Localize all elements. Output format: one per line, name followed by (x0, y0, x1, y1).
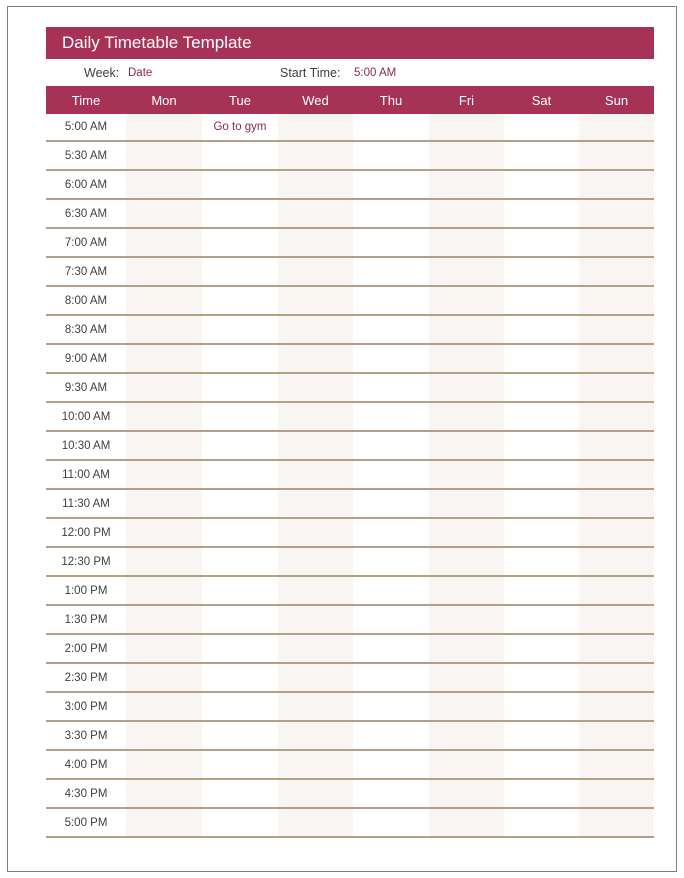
time-slot-label: 6:00 AM (46, 170, 126, 199)
schedule-cell-mon[interactable] (126, 286, 202, 315)
time-slot-label: 7:00 AM (46, 228, 126, 257)
table-row (46, 114, 654, 141)
schedule-cell-wed[interactable] (278, 315, 353, 344)
schedule-cell-mon[interactable] (126, 808, 202, 837)
schedule-cell-fri[interactable] (429, 344, 504, 373)
schedule-cell-wed[interactable] (278, 228, 353, 257)
schedule-cell-sun[interactable] (579, 576, 654, 605)
schedule-cell-mon[interactable] (126, 779, 202, 808)
timetable-grid (46, 86, 654, 838)
schedule-cell-fri[interactable] (429, 141, 504, 170)
table-row (46, 431, 654, 460)
schedule-cell-sat[interactable] (504, 634, 579, 663)
schedule-cell-thu[interactable] (353, 199, 429, 228)
schedule-cell-sat[interactable] (504, 721, 579, 750)
schedule-cell-thu[interactable] (353, 460, 429, 489)
schedule-cell-tue[interactable] (202, 489, 278, 518)
schedule-cell-sun[interactable] (579, 373, 654, 402)
schedule-cell-sat[interactable] (504, 547, 579, 576)
schedule-cell-thu[interactable] (353, 547, 429, 576)
schedule-cell-sat[interactable] (504, 431, 579, 460)
schedule-cell-sat[interactable] (504, 286, 579, 315)
week-value[interactable]: Date (128, 67, 153, 79)
schedule-cell-wed[interactable] (278, 431, 353, 460)
schedule-cell-sun[interactable] (579, 431, 654, 460)
document-title: Daily Timetable Template (46, 27, 654, 59)
schedule-cell-thu[interactable] (353, 518, 429, 547)
schedule-cell-thu[interactable] (353, 489, 429, 518)
table-row (46, 663, 654, 692)
time-slot-label: 3:30 PM (46, 721, 126, 750)
table-row (46, 460, 654, 489)
schedule-cell-tue[interactable] (202, 721, 278, 750)
schedule-cell-mon[interactable] (126, 663, 202, 692)
time-slot-label: 1:00 PM (46, 576, 126, 605)
schedule-cell-mon[interactable] (126, 750, 202, 779)
table-row (46, 257, 654, 286)
schedule-cell-wed[interactable] (278, 489, 353, 518)
table-row (46, 605, 654, 634)
schedule-cell-fri[interactable] (429, 663, 504, 692)
table-row (46, 779, 654, 808)
schedule-cell-sat[interactable] (504, 141, 579, 170)
schedule-cell-thu[interactable] (353, 721, 429, 750)
table-row (46, 808, 654, 837)
schedule-cell-sun[interactable] (579, 402, 654, 431)
table-row (46, 489, 654, 518)
schedule-cell-sat[interactable] (504, 518, 579, 547)
schedule-cell-sun[interactable] (579, 721, 654, 750)
schedule-cell-thu[interactable] (353, 779, 429, 808)
schedule-cell-tue[interactable] (202, 663, 278, 692)
schedule-cell-thu[interactable] (353, 576, 429, 605)
table-row (46, 576, 654, 605)
schedule-cell-wed[interactable] (278, 779, 353, 808)
schedule-cell-fri[interactable] (429, 431, 504, 460)
schedule-cell-sun[interactable] (579, 518, 654, 547)
schedule-cell-mon[interactable] (126, 373, 202, 402)
time-slot-label: 11:30 AM (46, 489, 126, 518)
time-slot-label: 2:30 PM (46, 663, 126, 692)
start-time-label: Start Time: (280, 66, 341, 80)
schedule-cell-sun[interactable] (579, 170, 654, 199)
time-slot-label: 2:00 PM (46, 634, 126, 663)
column-header-mon: Mon (126, 86, 202, 114)
schedule-cell-thu[interactable] (353, 605, 429, 634)
schedule-cell-mon[interactable] (126, 576, 202, 605)
schedule-cell-sun[interactable] (579, 808, 654, 837)
schedule-cell-sat[interactable] (504, 344, 579, 373)
schedule-cell-fri[interactable] (429, 460, 504, 489)
table-row (46, 170, 654, 199)
schedule-cell-fri[interactable] (429, 750, 504, 779)
schedule-cell-mon[interactable] (126, 489, 202, 518)
schedule-cell-mon[interactable] (126, 141, 202, 170)
table-row (46, 721, 654, 750)
schedule-cell-tue[interactable] (202, 257, 278, 286)
schedule-cell-mon[interactable] (126, 228, 202, 257)
schedule-cell-sun[interactable] (579, 547, 654, 576)
schedule-cell-fri[interactable] (429, 286, 504, 315)
schedule-cell-sun[interactable] (579, 692, 654, 721)
schedule-cell-tue[interactable] (202, 228, 278, 257)
info-row (46, 61, 654, 85)
schedule-cell-mon[interactable] (126, 721, 202, 750)
schedule-cell-sun[interactable] (579, 315, 654, 344)
schedule-cell-sun[interactable] (579, 460, 654, 489)
schedule-cell-mon[interactable] (126, 634, 202, 663)
schedule-cell-tue[interactable] (202, 750, 278, 779)
schedule-cell-thu[interactable] (353, 431, 429, 460)
schedule-cell-wed[interactable] (278, 721, 353, 750)
column-header-fri: Fri (429, 86, 504, 114)
schedule-cell-thu[interactable] (353, 114, 429, 141)
schedule-cell-wed[interactable] (278, 257, 353, 286)
schedule-cell-fri[interactable] (429, 634, 504, 663)
table-row (46, 199, 654, 228)
schedule-cell-fri[interactable] (429, 547, 504, 576)
schedule-cell-mon[interactable] (126, 692, 202, 721)
schedule-cell-thu[interactable] (353, 228, 429, 257)
schedule-cell-sun[interactable] (579, 228, 654, 257)
schedule-cell-wed[interactable] (278, 344, 353, 373)
schedule-cell-sat[interactable] (504, 114, 579, 141)
schedule-cell-sat[interactable] (504, 315, 579, 344)
schedule-cell-thu[interactable] (353, 808, 429, 837)
time-slot-label: 6:30 AM (46, 199, 126, 228)
schedule-cell-wed[interactable] (278, 576, 353, 605)
schedule-cell-mon[interactable] (126, 402, 202, 431)
time-slot-label: 8:30 AM (46, 315, 126, 344)
schedule-cell-mon[interactable] (126, 114, 202, 141)
schedule-cell-thu[interactable] (353, 344, 429, 373)
schedule-cell-fri[interactable] (429, 808, 504, 837)
schedule-cell-tue[interactable]: Go to gym (202, 114, 278, 141)
schedule-cell-tue[interactable] (202, 605, 278, 634)
time-slot-label: 9:00 AM (46, 344, 126, 373)
schedule-cell-sun[interactable] (579, 344, 654, 373)
schedule-cell-thu[interactable] (353, 634, 429, 663)
schedule-cell-wed[interactable] (278, 373, 353, 402)
schedule-cell-tue[interactable] (202, 518, 278, 547)
schedule-cell-tue[interactable] (202, 779, 278, 808)
table-row (46, 547, 654, 576)
schedule-cell-sun[interactable] (579, 286, 654, 315)
schedule-cell-mon[interactable] (126, 344, 202, 373)
time-slot-label: 4:30 PM (46, 779, 126, 808)
schedule-cell-tue[interactable] (202, 460, 278, 489)
schedule-cell-wed[interactable] (278, 199, 353, 228)
schedule-cell-sat[interactable] (504, 779, 579, 808)
time-slot-label: 12:30 PM (46, 547, 126, 576)
schedule-cell-sun[interactable] (579, 605, 654, 634)
column-header-sat: Sat (504, 86, 579, 114)
time-slot-label: 12:00 PM (46, 518, 126, 547)
schedule-cell-sat[interactable] (504, 808, 579, 837)
time-slot-label: 4:00 PM (46, 750, 126, 779)
schedule-cell-tue[interactable] (202, 402, 278, 431)
time-slot-label: 9:30 AM (46, 373, 126, 402)
time-slot-label: 5:30 AM (46, 141, 126, 170)
schedule-cell-fri[interactable] (429, 114, 504, 141)
schedule-cell-fri[interactable] (429, 489, 504, 518)
schedule-cell-tue[interactable] (202, 199, 278, 228)
schedule-cell-tue[interactable] (202, 141, 278, 170)
column-header-sun: Sun (579, 86, 654, 114)
grid-body (46, 114, 654, 837)
schedule-cell-thu[interactable] (353, 257, 429, 286)
schedule-cell-wed[interactable] (278, 692, 353, 721)
schedule-cell-fri[interactable] (429, 721, 504, 750)
schedule-cell-mon[interactable] (126, 431, 202, 460)
schedule-cell-tue[interactable] (202, 170, 278, 199)
table-row (46, 518, 654, 547)
schedule-cell-fri[interactable] (429, 518, 504, 547)
schedule-cell-thu[interactable] (353, 750, 429, 779)
time-slot-label: 7:30 AM (46, 257, 126, 286)
schedule-cell-tue[interactable] (202, 344, 278, 373)
table-row (46, 344, 654, 373)
schedule-cell-wed[interactable] (278, 518, 353, 547)
schedule-cell-tue[interactable] (202, 373, 278, 402)
schedule-cell-wed[interactable] (278, 634, 353, 663)
schedule-cell-thu[interactable] (353, 315, 429, 344)
schedule-cell-wed[interactable] (278, 547, 353, 576)
schedule-cell-tue[interactable] (202, 634, 278, 663)
time-slot-label: 5:00 PM (46, 808, 126, 837)
schedule-cell-sat[interactable] (504, 605, 579, 634)
table-row (46, 692, 654, 721)
schedule-cell-sun[interactable] (579, 634, 654, 663)
schedule-cell-thu[interactable] (353, 286, 429, 315)
schedule-cell-sat[interactable] (504, 199, 579, 228)
schedule-cell-tue[interactable] (202, 547, 278, 576)
schedule-cell-mon[interactable] (126, 257, 202, 286)
schedule-cell-wed[interactable] (278, 460, 353, 489)
start-time-value[interactable]: 5:00 AM (354, 67, 397, 79)
schedule-cell-wed[interactable] (278, 286, 353, 315)
schedule-cell-sat[interactable] (504, 692, 579, 721)
schedule-cell-sat[interactable] (504, 228, 579, 257)
schedule-cell-sat[interactable] (504, 576, 579, 605)
table-row (46, 402, 654, 431)
week-label: Week: (84, 66, 120, 80)
schedule-cell-sun[interactable] (579, 750, 654, 779)
schedule-cell-mon[interactable] (126, 518, 202, 547)
schedule-cell-mon[interactable] (126, 547, 202, 576)
schedule-cell-fri[interactable] (429, 576, 504, 605)
schedule-cell-tue[interactable] (202, 808, 278, 837)
schedule-cell-thu[interactable] (353, 373, 429, 402)
schedule-cell-sat[interactable] (504, 460, 579, 489)
schedule-cell-wed[interactable] (278, 605, 353, 634)
time-slot-label: 10:30 AM (46, 431, 126, 460)
schedule-cell-wed[interactable] (278, 114, 353, 141)
table-row (46, 141, 654, 170)
time-slot-label: 1:30 PM (46, 605, 126, 634)
schedule-cell-wed[interactable] (278, 141, 353, 170)
schedule-cell-thu[interactable] (353, 402, 429, 431)
header-row (46, 86, 654, 114)
schedule-cell-tue[interactable] (202, 315, 278, 344)
table-row (46, 228, 654, 257)
schedule-cell-thu[interactable] (353, 663, 429, 692)
schedule-cell-fri[interactable] (429, 605, 504, 634)
time-slot-label: 8:00 AM (46, 286, 126, 315)
column-header-time: Time (46, 86, 126, 114)
table-row (46, 315, 654, 344)
schedule-cell-tue[interactable] (202, 431, 278, 460)
table-row (46, 373, 654, 402)
time-slot-label: 5:00 AM (46, 114, 126, 141)
schedule-cell-sat[interactable] (504, 402, 579, 431)
schedule-cell-sat[interactable] (504, 489, 579, 518)
schedule-cell-sat[interactable] (504, 750, 579, 779)
schedule-cell-wed[interactable] (278, 750, 353, 779)
schedule-cell-sun[interactable] (579, 114, 654, 141)
schedule-cell-fri[interactable] (429, 402, 504, 431)
schedule-cell-wed[interactable] (278, 402, 353, 431)
schedule-cell-fri[interactable] (429, 170, 504, 199)
schedule-cell-tue[interactable] (202, 692, 278, 721)
schedule-cell-wed[interactable] (278, 663, 353, 692)
schedule-cell-tue[interactable] (202, 286, 278, 315)
schedule-cell-sun[interactable] (579, 257, 654, 286)
schedule-cell-fri[interactable] (429, 373, 504, 402)
schedule-cell-mon[interactable] (126, 315, 202, 344)
column-header-thu: Thu (353, 86, 429, 114)
schedule-cell-mon[interactable] (126, 199, 202, 228)
schedule-cell-sat[interactable] (504, 373, 579, 402)
schedule-cell-sat[interactable] (504, 663, 579, 692)
schedule-cell-sat[interactable] (504, 170, 579, 199)
time-slot-label: 3:00 PM (46, 692, 126, 721)
schedule-cell-fri[interactable] (429, 199, 504, 228)
schedule-cell-wed[interactable] (278, 170, 353, 199)
schedule-cell-thu[interactable] (353, 141, 429, 170)
schedule-cell-fri[interactable] (429, 692, 504, 721)
schedule-cell-sun[interactable] (579, 779, 654, 808)
schedule-cell-fri[interactable] (429, 315, 504, 344)
schedule-cell-sun[interactable] (579, 141, 654, 170)
table-row (46, 634, 654, 663)
schedule-cell-wed[interactable] (278, 808, 353, 837)
schedule-cell-mon[interactable] (126, 605, 202, 634)
schedule-cell-thu[interactable] (353, 170, 429, 199)
schedule-cell-fri[interactable] (429, 228, 504, 257)
schedule-cell-thu[interactable] (353, 692, 429, 721)
table-row (46, 750, 654, 779)
schedule-cell-tue[interactable] (202, 576, 278, 605)
column-header-wed: Wed (278, 86, 353, 114)
schedule-cell-mon[interactable] (126, 170, 202, 199)
schedule-cell-sat[interactable] (504, 257, 579, 286)
schedule-cell-fri[interactable] (429, 779, 504, 808)
schedule-cell-sun[interactable] (579, 489, 654, 518)
schedule-cell-fri[interactable] (429, 257, 504, 286)
table-row (46, 286, 654, 315)
time-slot-label: 10:00 AM (46, 402, 126, 431)
schedule-cell-sun[interactable] (579, 199, 654, 228)
column-header-tue: Tue (202, 86, 278, 114)
time-slot-label: 11:00 AM (46, 460, 126, 489)
schedule-cell-mon[interactable] (126, 460, 202, 489)
schedule-cell-sun[interactable] (579, 663, 654, 692)
